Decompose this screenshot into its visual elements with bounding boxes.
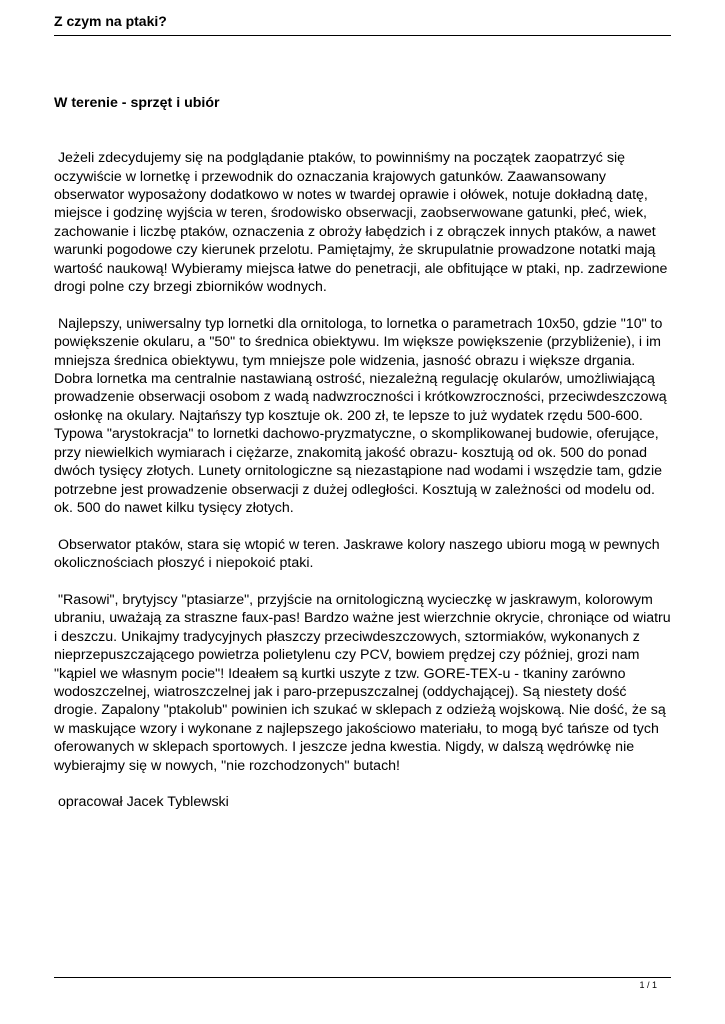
author-credit: opracował Jacek Tyblewski <box>54 794 229 811</box>
paragraph-blending-in: Obserwator ptaków, stara się wtopić w teren. Jaskrawe kolory naszego ubioru mogą w pewnych okolicznościach płoszyć i niepokoić ptaki. <box>54 536 664 572</box>
page-number: 1 / 1 <box>639 980 657 990</box>
header-divider <box>54 35 671 36</box>
footer-divider <box>54 977 671 978</box>
document-body <box>54 94 675 812</box>
document-title: Z czym na ptaki? <box>54 13 167 29</box>
paragraph-binoculars-types: Najlepszy, uniwersalny typ lornetki dla ornitologa, to lornetka o parametrach 10x50, gdzie "10" to powiększenie okularu, a "50" to średnica obiektywu. Im większe powiększenie (przybliżenie), i im mniejsza średnica obiektywu, tym mniejsze pole widzenia, jasność obrazu i większe drgania. Dobra lornetka ma centralnie nastawianą ostrość, niezależną regulację okularów, umożliwiającą prowadzenie obserwacji osobom z wadą nadwzroczności i krótkowzroczności, przeciwdeszczową osłonkę na okulary. Najtańszy typ kosztuje ok. 200 zł, te lepsze to już wydatek rzędu 500-600. Typowa "arystokracja" to lornetki dachowo-pryzmatyczne, o skomplikowanej budowie, oferujące, przy niewielkich wymiarach i ciężarze, znakomitą jakość obrazu- kosztują od ok. 500 do ponad dwóch tysięcy złotych. Lunety ornitologiczne są niezastąpione nad wodami i wszędzie tam, gdzie potrzebne jest prowadzenie obserwacji z dużej odległości. Kosztują w zależności od modelu od. ok. 500 do nawet kilku tysięcy złotych. <box>54 315 671 516</box>
paragraph-binoculars-intro: Jeżeli zdecydujemy się na podglądanie ptaków, to powinniśmy na początek zaopatrzyć się oczywiście w lornetkę i przewodnik do oznaczania krajowych gatunków. Zaawansowany obserwator wyposażony dodatkowo w notes w twardej oprawie i ołówek, notuje dokładną datę, miejsce i godzinę wyjścia w teren, środowisko obserwacji, zaobserwowane gatunki, płeć, wiek, zachowanie i liczbę ptaków, oznaczenia z obroży łabędzich i z obrączek innych ptaków, a nawet warunki pogodowe czy kierunek przelotu. Pamiętajmy, że skrupulatnie prowadzone notatki mają wartość naukową! Wybieramy miejsca łatwe do penetracji, ale obfitujące w ptaki, np. zadrzewione drogi polne czy brzegi zbiorników wodnych. <box>54 150 672 296</box>
section-heading: W terenie - sprzęt i ubiór <box>54 95 220 111</box>
paragraph-clothing: "Rasowi", brytyjscy "ptasiarze", przyjście na ornitologiczną wycieczkę w jaskrawym, kolorowym ubraniu, uważają za straszne faux-pas! Bardzo ważne jest wierzchnie okrycie, chroniące od wiatru i deszczu. Unikajmy tradycyjnych płaszczy przeciwdeszczowych, sztormiaków, wykonanych z nieprzepuszczającego powietrza polietylenu czy PCV, bowiem prędzej czy później, grozi nam "kąpiel we własnym pocie"! Ideałem są kurtki uszyte z tzw. GORE-TEX-u - tkaniny zarówno wodoszczelnej, wiatroszczelnej jak i paro-przepuszczalnej (oddychającej). Są niestety dość drogie. Zapalony "ptakolub" powinien ich szukać w sklepach z odzieżą wojskową. Nie dość, że są w maskujące wzory i wykonane z najlepszego jakościowo materiału, to mogą być tańsze od tych oferowanych w sklepach sportowych. I jeszcze jedna kwestia. Nigdy, w dalszą wędrówkę nie wybierajmy się w nowych, "nie rozchodzonych" butach! <box>54 591 675 774</box>
